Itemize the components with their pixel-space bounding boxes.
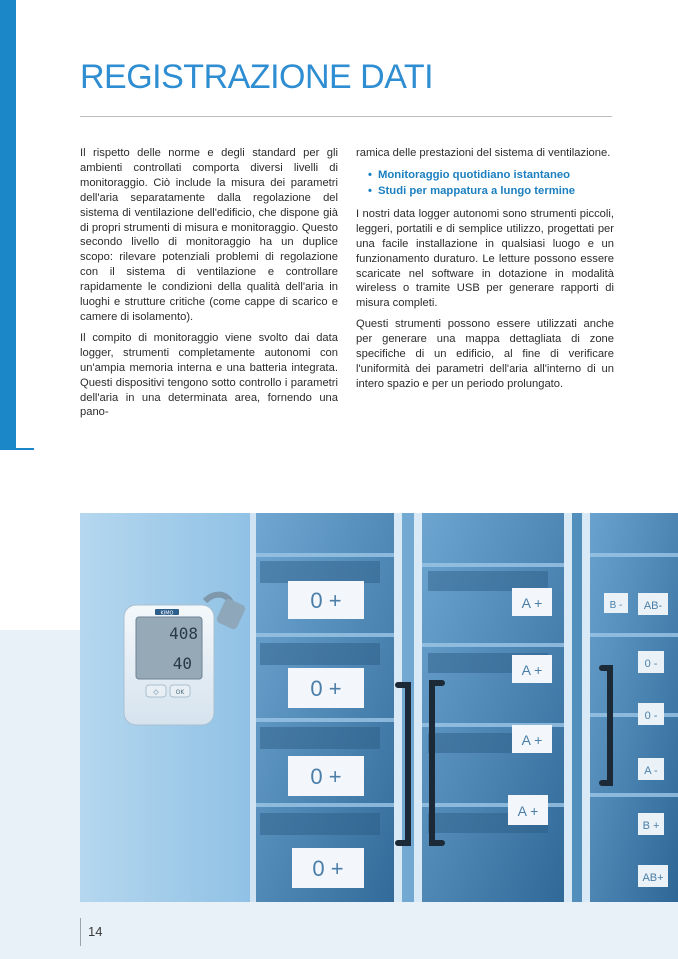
shelf-label: B + — [642, 820, 660, 832]
paragraph-continuation: ramica delle prestazioni del sistema di ventilazione. — [356, 147, 611, 159]
display-reading-2: 40 — [172, 654, 192, 673]
shelf-label: A + — [521, 595, 543, 611]
shelf-label: 0 + — [310, 588, 342, 613]
shelf-label: A + — [521, 662, 543, 678]
shelf-label: A - — [644, 765, 658, 777]
left-accent-tick — [16, 448, 34, 450]
text-column-left — [80, 146, 338, 426]
device-button-ok: OK — [175, 689, 185, 696]
shelf-label: 0 + — [310, 764, 342, 789]
paragraph-1: Il rispetto delle norme e degli standard per gli ambienti controllati comporta diversi livelli di monitoraggio. Ciò include la misura dei parametri dell'aria separatamente dalla regolazione del sistema di ventilazione dell'edificio, che dispone già di propri strumenti di misura e monitoraggio. Questo secondo livello di monitoraggio ha un duplice scopo: rilevare potenziali problemi di regolazione con il sistema di ventilazione e controllare rapidamente le condizioni della qualità dell'aria in luoghi e strutture critiche (come cappe di scarico e camere di isolamento). — [80, 147, 338, 323]
display-reading-1: 408 — [169, 624, 198, 643]
page-title: REGISTRAZIONE DATI — [80, 58, 434, 96]
photo-data-logger-blood-bank — [80, 513, 678, 902]
title-divider — [80, 116, 612, 117]
bullet-item: • Monitoraggio quotidiano istantaneo — [378, 167, 614, 183]
shelf-label: AB- — [643, 600, 663, 612]
bullet-list — [356, 167, 614, 199]
page-number-divider — [80, 918, 81, 946]
shelf-label: 0 - — [644, 710, 658, 722]
paragraph-2: Il compito di monitoraggio viene svolto dai data logger, strumenti completamente autonomi con un'ampia memoria interna e una batteria integrata. Questi dispositivi tengono sotto controllo i parametri dell'aria in una determinata area, fornendo una pano- — [80, 331, 338, 419]
page-number: 14 — [88, 924, 103, 939]
device-brand-logo: KIMO — [160, 610, 174, 617]
shelf-label: 0 + — [312, 856, 344, 881]
text-column-right — [356, 146, 614, 398]
left-accent-bar — [0, 0, 16, 450]
shelf-label: AB+ — [642, 872, 664, 884]
shelf-label: B - — [609, 600, 623, 611]
shelf-label: A + — [517, 803, 539, 819]
shelf-label: 0 + — [310, 676, 342, 701]
device-button-left: ◇ — [153, 688, 159, 696]
photo-illustration — [80, 513, 678, 902]
paragraph-3: I nostri data logger autonomi sono strumenti piccoli, leggeri, portatili e di semplice utilizzo, progettati per una facile installazione in qualsiasi luogo e un funzionamento duraturo. Le letture possono essere scaricate nel software in dotazione in modalità wireless o tramite USB per generare rapporti di misura completi. — [356, 207, 614, 310]
bullet-item: • Studi per mappatura a lungo termine — [378, 183, 614, 199]
shelf-label: A + — [521, 732, 543, 748]
shelf-label: 0 - — [644, 658, 658, 670]
paragraph-4: Questi strumenti possono essere utilizzati anche per generare una mappa dettagliata di zone specifiche di un edificio, al fine di verificare l'uniformità dei parametri dell'aria all'interno di un intero spazio e per un periodo prolungato. — [356, 318, 614, 390]
